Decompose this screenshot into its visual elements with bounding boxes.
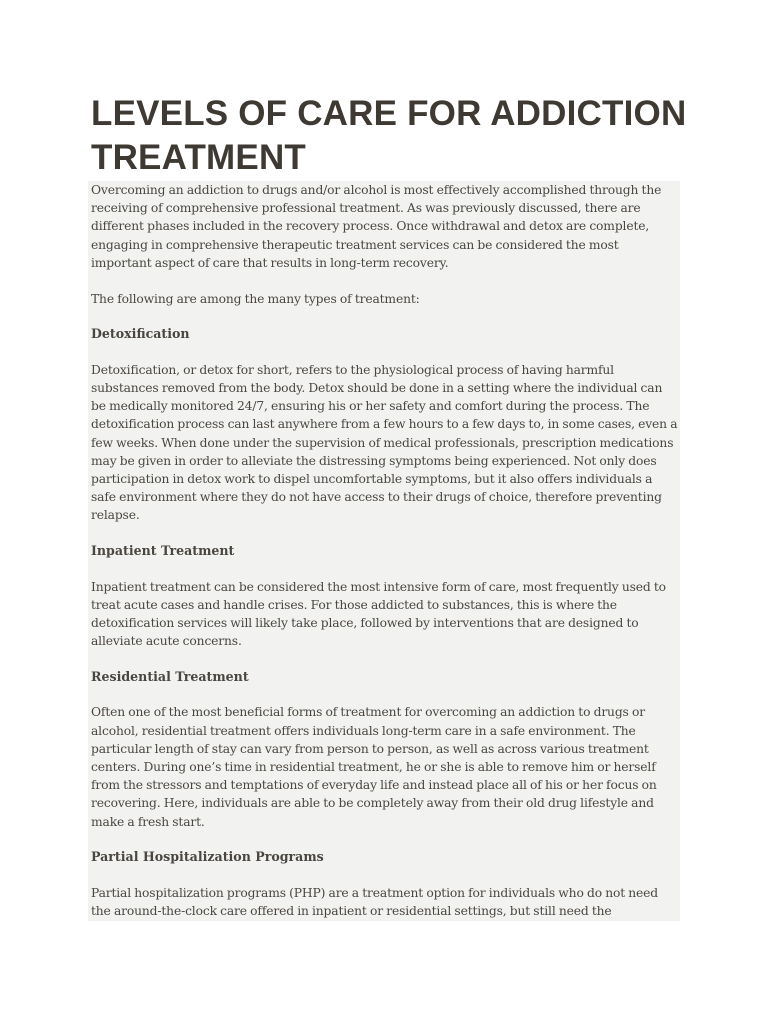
- section-heading-residential: Residential Treatment: [91, 668, 249, 684]
- section-body-detoxification: Detoxification, or detox for short, refers to the physiological process of having harmful substances removed from the body. Detox should be done in a setting where the individual can be medically monitored 24/7, ensuring his or her safety and comfort during the process. The detoxification process can last anywhere from a few hours to a few days to, in some cases, even a few weeks. When done under the supervision of medical professionals, prescription medications may be given in order to alleviate the distressing symptoms being experienced. Not only does participation in detox work to dispel uncomfortable symptoms, but it also offers individuals a safe environment where they do not have access to their drugs of choice, therefore preventing relapse.: [91, 362, 678, 523]
- document-body: [88, 181, 680, 921]
- lead-in-paragraph: The following are among the many types of treatment:: [91, 291, 420, 306]
- document-title: LEVELS OF CARE FOR ADDICTION TREATMENT: [91, 94, 687, 177]
- section-heading-partial-hospitalization: Partial Hospitalization Programs: [91, 849, 324, 865]
- intro-paragraph: Overcoming an addiction to drugs and/or alcohol is most effectively accomplished through the receiving of comprehensive professional treatment. As was previously discussed, there are different phases included in the recovery process. Once withdrawal and detox are complete, engaging in comprehensive therapeutic treatment services can be considered the most important aspect of care that results in long-term recovery.: [91, 183, 662, 270]
- section-body-partial-hospitalization: Partial hospitalization programs (PHP) are a treatment option for individuals who do not need the around-the-clock care offered in inpatient or residential settings, but still need the: [91, 885, 659, 918]
- section-body-inpatient: Inpatient treatment can be considered the most intensive form of care, most frequently used to treat acute cases and handle crises. For those addicted to substances, this is where the detoxification services will likely take place, followed by interventions that are designed to alleviate acute concerns.: [91, 579, 666, 649]
- section-body-residential: Often one of the most beneficial forms of treatment for overcoming an addiction to drugs or alcohol, residential treatment offers individuals long-term care in a safe environment. The particular length of stay can vary from person to person, as well as across various treatment centers. During one’s time in residential treatment, he or she is able to remove him or herself from the stressors and temptations of everyday life and instead place all of his or her focus on recovering. Here, individuals are able to be completely away from their old drug lifestyle and make a fresh start.: [91, 705, 657, 829]
- section-heading-inpatient: Inpatient Treatment: [91, 543, 235, 559]
- section-heading-detoxification: Detoxification: [91, 326, 190, 342]
